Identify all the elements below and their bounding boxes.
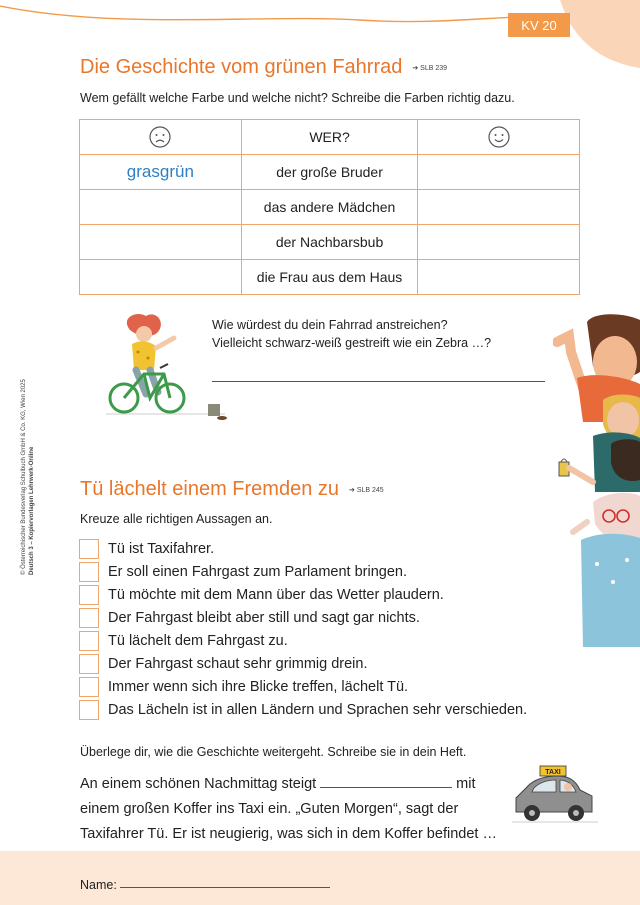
table-row xyxy=(80,225,580,260)
statement-checkbox[interactable] xyxy=(79,654,99,674)
list-item xyxy=(79,698,527,721)
sad-color-cell[interactable] xyxy=(80,260,242,295)
happy-color-cell[interactable] xyxy=(418,155,580,190)
statement-checkbox[interactable] xyxy=(79,677,99,697)
section2-instruction: Kreuze alle richtigen Aussagen an. xyxy=(80,512,273,526)
who-header: WER? xyxy=(241,120,418,155)
statement-text: Tü möchte mit dem Mann über das Wetter plaudern. xyxy=(108,586,444,603)
list-item xyxy=(79,652,527,675)
name-label: Name: xyxy=(80,878,117,892)
statement-text: Das Lächeln ist in allen Ländern und Sprachen sehr verschieden. xyxy=(108,701,528,718)
who-cell: der Nachbarsbub xyxy=(241,225,418,260)
story-text xyxy=(80,772,497,847)
happy-color-cell[interactable] xyxy=(418,190,580,225)
list-item xyxy=(79,675,527,698)
sad-face-header xyxy=(80,120,242,155)
taxi-illustration xyxy=(512,764,598,826)
who-cell: der große Bruder xyxy=(241,155,418,190)
section1-reference: ➔ SLB 239 xyxy=(412,64,448,72)
statement-checkbox[interactable] xyxy=(79,608,99,628)
list-item xyxy=(79,560,527,583)
continue-instruction: Überlege dir, wie die Geschichte weitergeht. Schreibe sie in dein Heft. xyxy=(80,745,467,759)
section1-title xyxy=(80,56,447,79)
statement-checkbox[interactable] xyxy=(79,585,99,605)
bike-question-line2: Vielleicht schwarz-weiß gestreift wie ein Zebra …? xyxy=(212,336,492,350)
copyright-note xyxy=(20,320,44,580)
copyright-product-line: Deutsch 3 – Kopiervorlagen Lehrwerk-Online xyxy=(29,446,35,575)
statement-checkbox[interactable] xyxy=(79,539,99,559)
copyright-line: © Österreichischer Bundesverlag Schulbuch GmbH & Co. KG, Wien 2025 xyxy=(21,379,27,575)
section1-title-text: Die Geschichte vom grünen Fahrrad xyxy=(80,56,403,78)
statement-text: Immer wenn sich ihre Blicke treffen, lächelt Tü. xyxy=(108,678,409,695)
statement-checkbox[interactable] xyxy=(79,562,99,582)
sad-color-cell[interactable] xyxy=(80,190,242,225)
section2-title xyxy=(80,478,384,501)
statement-checklist xyxy=(79,537,527,721)
sad-color-cell[interactable]: grasgrün xyxy=(80,155,242,190)
list-item xyxy=(79,583,527,606)
taxi-sign-text: TAXI xyxy=(545,769,561,776)
worksheet-badge: KV 20 xyxy=(508,13,570,37)
statement-text: Tü ist Taxifahrer. xyxy=(108,540,215,557)
story-part2: mit xyxy=(456,776,476,792)
sad-face-icon xyxy=(148,125,172,149)
bike-question-line1: Wie würdest du dein Fahrrad anstreichen? xyxy=(212,318,448,332)
section1-instruction: Wem gefällt welche Farbe und welche nicht? Schreibe die Farben richtig dazu. xyxy=(80,91,515,105)
list-item xyxy=(79,606,527,629)
happy-color-cell[interactable] xyxy=(418,260,580,295)
sad-color-cell[interactable] xyxy=(80,225,242,260)
color-table xyxy=(79,119,580,295)
statement-text: Tü lächelt dem Fahrgast zu. xyxy=(108,632,288,649)
story-line2: einem großen Koffer ins Taxi ein. „Guten Morgen“, sagt der xyxy=(80,801,459,817)
table-row xyxy=(80,260,580,295)
section2-reference: ➔ SLB 245 xyxy=(349,486,384,494)
story-part1: An einem schönen Nachmittag steigt xyxy=(80,776,317,792)
name-field[interactable] xyxy=(120,887,330,888)
happy-face-icon xyxy=(487,125,511,149)
statement-checkbox[interactable] xyxy=(79,700,99,720)
statement-text: Er soll einen Fahrgast zum Parlament bringen. xyxy=(108,563,408,580)
who-cell: das andere Mädchen xyxy=(241,190,418,225)
table-row xyxy=(80,155,580,190)
who-cell: die Frau aus dem Haus xyxy=(241,260,418,295)
happy-face-header xyxy=(418,120,580,155)
story-line3: Taxifahrer Tü. Er ist neugierig, was sich in dem Koffer befindet … xyxy=(80,826,497,842)
statement-checkbox[interactable] xyxy=(79,631,99,651)
peeking-people-illustration xyxy=(553,312,640,647)
happy-color-cell[interactable] xyxy=(418,225,580,260)
story-blank[interactable] xyxy=(320,776,452,788)
statement-text: Der Fahrgast schaut sehr grimmig drein. xyxy=(108,655,368,672)
list-item xyxy=(79,629,527,652)
table-header-row xyxy=(80,120,580,155)
section2-title-text: Tü lächelt einem Fremden zu xyxy=(80,478,340,500)
bike-answer-line[interactable] xyxy=(212,381,545,382)
statement-text: Der Fahrgast bleibt aber still und sagt gar nichts. xyxy=(108,609,420,626)
bike-question xyxy=(212,316,491,352)
story-line1 xyxy=(80,772,497,797)
table-row xyxy=(80,190,580,225)
list-item xyxy=(79,537,527,560)
